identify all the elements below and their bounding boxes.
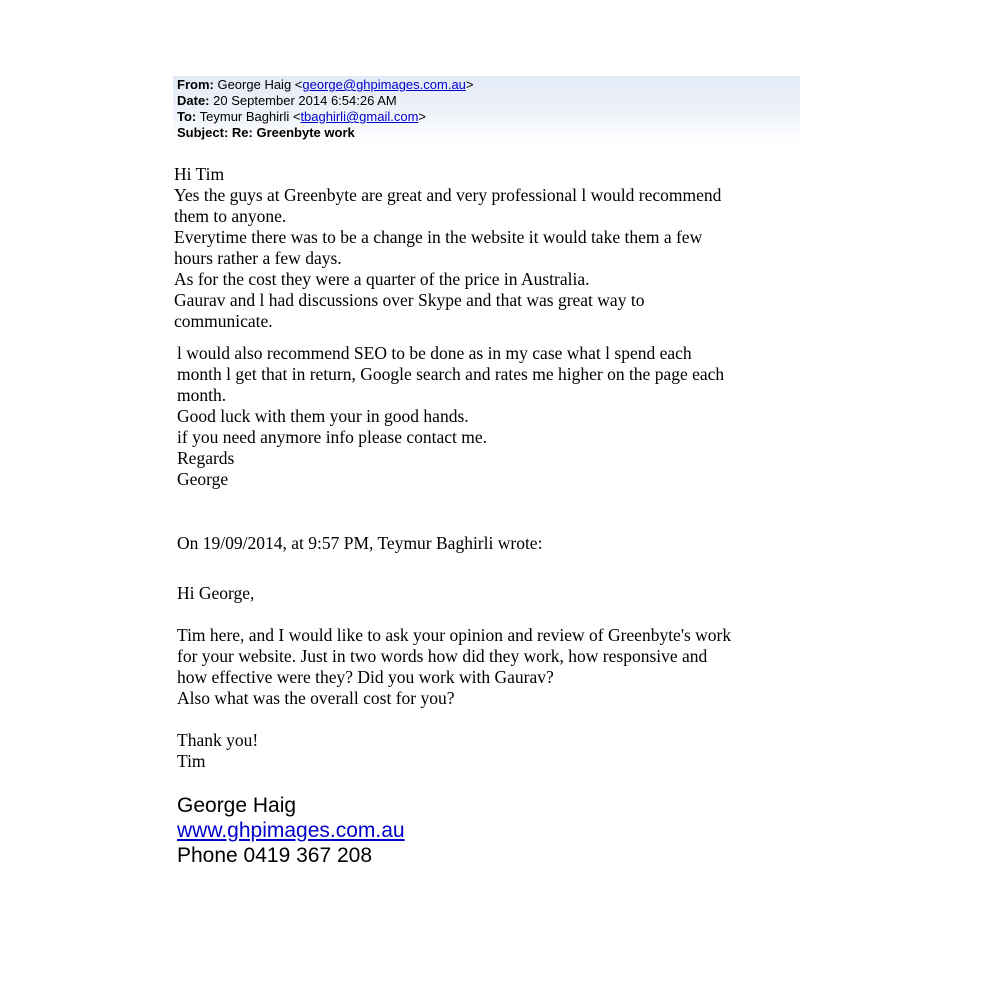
subject-row [177,125,800,141]
quote-signoff: Tim [177,751,206,771]
subject-value: Re: Greenbyte work [231,125,355,140]
quote-line: for your website. Just in two words how did they work, how responsive and [177,646,708,666]
reply-line: month l get that in return, Google search and rates me higher on the page each [177,364,725,384]
reply-body-continued [177,343,724,490]
from-email-link[interactable]: george@ghpimages.com.au [302,77,466,92]
from-row [177,77,800,93]
to-label: To: [177,109,197,124]
quote-line: Also what was the overall cost for you? [177,688,455,708]
reply-line: if you need anymore info please contact me. [177,427,488,447]
subject-label: Subject: [177,125,229,140]
quote-line: how effective were they? Did you work with Gaurav? [177,667,554,687]
signature-phone: Phone 0419 367 208 [177,844,373,867]
quote-intro-text: On 19/09/2014, at 9:57 PM, Teymur Baghirli wrote: [177,533,543,553]
reply-line: month. [177,385,227,405]
reply-line: them to anyone. [174,206,287,226]
signature-name: George Haig [177,794,297,817]
date-label: Date: [177,93,210,108]
blank-line [177,709,731,730]
reply-line: Everytime there was to be a change in the website it would take them a few [174,227,703,247]
email-header [173,76,800,142]
reply-line: Good luck with them your in good hands. [177,406,469,426]
to-row [177,109,800,125]
reply-line: Yes the guys at Greenbyte are great and very professional l would recommend [174,185,722,205]
quote-line: Tim here, and I would like to ask your opinion and review of Greenbyte's work [177,625,732,645]
quote-thanks: Thank you! [177,730,259,750]
date-value: 20 September 2014 6:54:26 AM [213,93,397,108]
reply-body [174,164,721,332]
reply-line: hours rather a few days. [174,248,342,268]
to-email-link[interactable]: tbaghirli@gmail.com [300,109,419,124]
from-label: From: [177,77,214,92]
reply-line: Gaurav and l had discussions over Skype and that was great way to [174,290,645,310]
blank-line [177,604,731,625]
reply-line: l would also recommend SEO to be done as in my case what l spend each [177,343,692,363]
quoted-message [177,583,731,772]
reply-line: George [177,469,229,489]
from-close: > [465,77,474,92]
signature-block [177,793,405,868]
reply-line: communicate. [174,311,273,331]
reply-line: Hi Tim [174,164,225,184]
quote-attribution [177,533,542,554]
to-name: Teymur Baghirli < [199,109,301,124]
reply-line: Regards [177,448,235,468]
quote-greeting: Hi George, [177,583,255,603]
date-row [177,93,800,109]
signature-website-link[interactable]: www.ghpimages.com.au [177,819,405,842]
reply-line: As for the cost they were a quarter of the price in Australia. [174,269,590,289]
from-name: George Haig < [217,77,303,92]
to-close: > [418,109,426,124]
